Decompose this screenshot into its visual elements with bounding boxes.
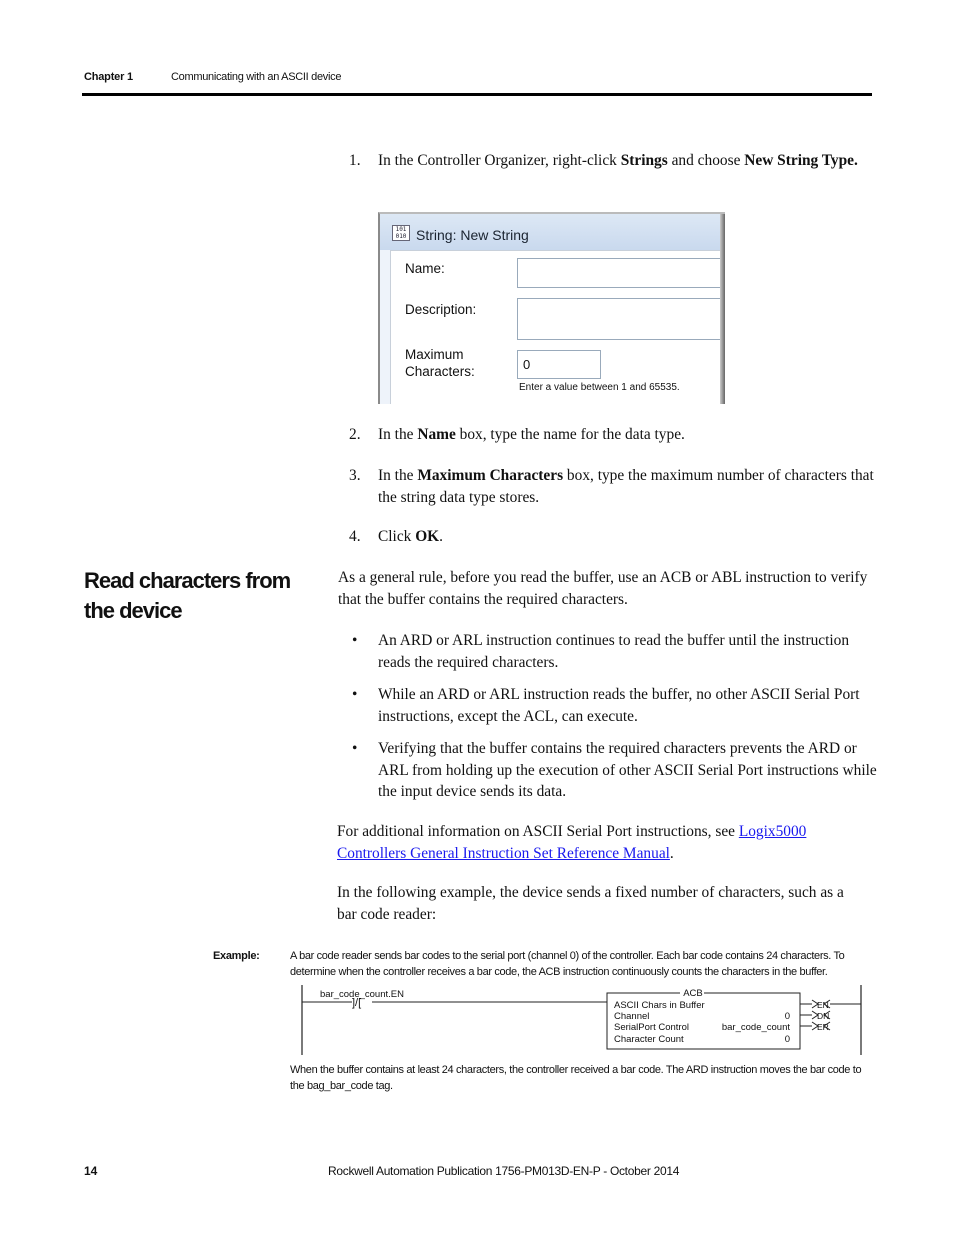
bullet-2: • While an ARD or ARL instruction reads the buffer, no other ASCII Serial Port instructions, except the ACL, can execute.	[352, 686, 860, 725]
name-label: Name:	[405, 261, 445, 276]
bullet-1: • An ARD or ARL instruction continues to read the buffer until the instruction reads the required characters.	[352, 632, 850, 671]
step-1: 1. In the Controller Organizer, right-click Strings and choose New String Type.	[349, 152, 858, 169]
acb-row-value: 0	[784, 1034, 790, 1045]
step-2: 2. In the Name box, type the name for the data type.	[349, 426, 685, 443]
section-heading: Read characters from the device	[84, 568, 291, 623]
chapter-label: Chapter 1	[84, 71, 133, 83]
section-intro: As a general rule, before you read the buffer, use an ACB or ABL instruction to verify that the buffer contains the required characters.	[338, 569, 868, 608]
new-string-dialog	[378, 212, 725, 404]
string-type-icon: 101 010	[392, 225, 410, 241]
step-4: 4. Click OK.	[349, 528, 444, 545]
er-output: ER	[817, 1022, 829, 1032]
chapter-title: Communicating with an ASCII device	[171, 71, 342, 83]
contact-tag: bar_code_count.EN	[320, 989, 404, 1000]
acb-row-label: SerialPort Control	[614, 1022, 689, 1033]
acb-row-label: Channel	[614, 1011, 650, 1022]
example-label: Example:	[213, 950, 260, 962]
example-after-text: When the buffer contains at least 24 characters, the controller received a bar code. The ARD instruction moves the bar code to the bag_bar_code tag.	[290, 1064, 862, 1092]
max-characters-input[interactable]: 0	[517, 350, 601, 379]
dialog-body	[390, 250, 725, 404]
dialog-title: String: New String	[416, 227, 529, 243]
acb-row-value: bar_code_count	[721, 1022, 790, 1033]
max-characters-label-2: Characters:	[405, 364, 475, 379]
name-input[interactable]	[517, 258, 725, 288]
bullet-3: • Verifying that the buffer contains the required characters prevents the ARD or ARL from holding up the execution of other ASCII Serial Port instructions while the input device sends its data.	[352, 740, 877, 800]
torn-edge	[720, 214, 725, 404]
acb-row-value: 0	[784, 1011, 790, 1022]
contact-symbol: ]/[	[352, 997, 362, 1009]
acb-block-title: ASCII Chars in Buffer	[614, 1000, 705, 1011]
more-info: For additional information on ASCII Serial Port instructions, see Logix5000 Controllers General Instruction Set Reference Manual.	[337, 823, 807, 862]
max-characters-label-1: Maximum	[405, 347, 464, 362]
page-number: 14	[84, 1164, 98, 1178]
max-characters-hint: Enter a value between 1 and 65535.	[519, 382, 680, 393]
acb-row-label: Character Count	[614, 1034, 684, 1045]
description-label: Description:	[405, 302, 477, 317]
en-output: EN	[817, 1000, 829, 1010]
ladder-rung	[300, 983, 865, 1058]
description-input[interactable]	[517, 298, 725, 340]
dialog-titlebar	[380, 214, 725, 250]
acb-block-name: ACB	[683, 988, 703, 999]
publication-info: Rockwell Automation Publication 1756-PM013D-EN-P - October 2014	[328, 1164, 680, 1178]
dn-output: DN	[817, 1011, 830, 1021]
reference-manual-link[interactable]: Logix5000 Controllers General Instruction Set Reference Manual	[337, 823, 807, 862]
step-3: 3. In the Maximum Characters box, type the maximum number of characters that the string data type stores.	[349, 467, 874, 506]
header-rule	[82, 93, 872, 96]
example-text: A bar code reader sends bar codes to the serial port (channel 0) of the controller. Each bar code contains 24 characters. To determine when the controller receives a bar code, the ACB instruction continuously counts the characters in the buffer.	[290, 950, 845, 978]
example-intro: In the following example, the device sends a fixed number of characters, such as a bar code reader:	[337, 884, 844, 923]
